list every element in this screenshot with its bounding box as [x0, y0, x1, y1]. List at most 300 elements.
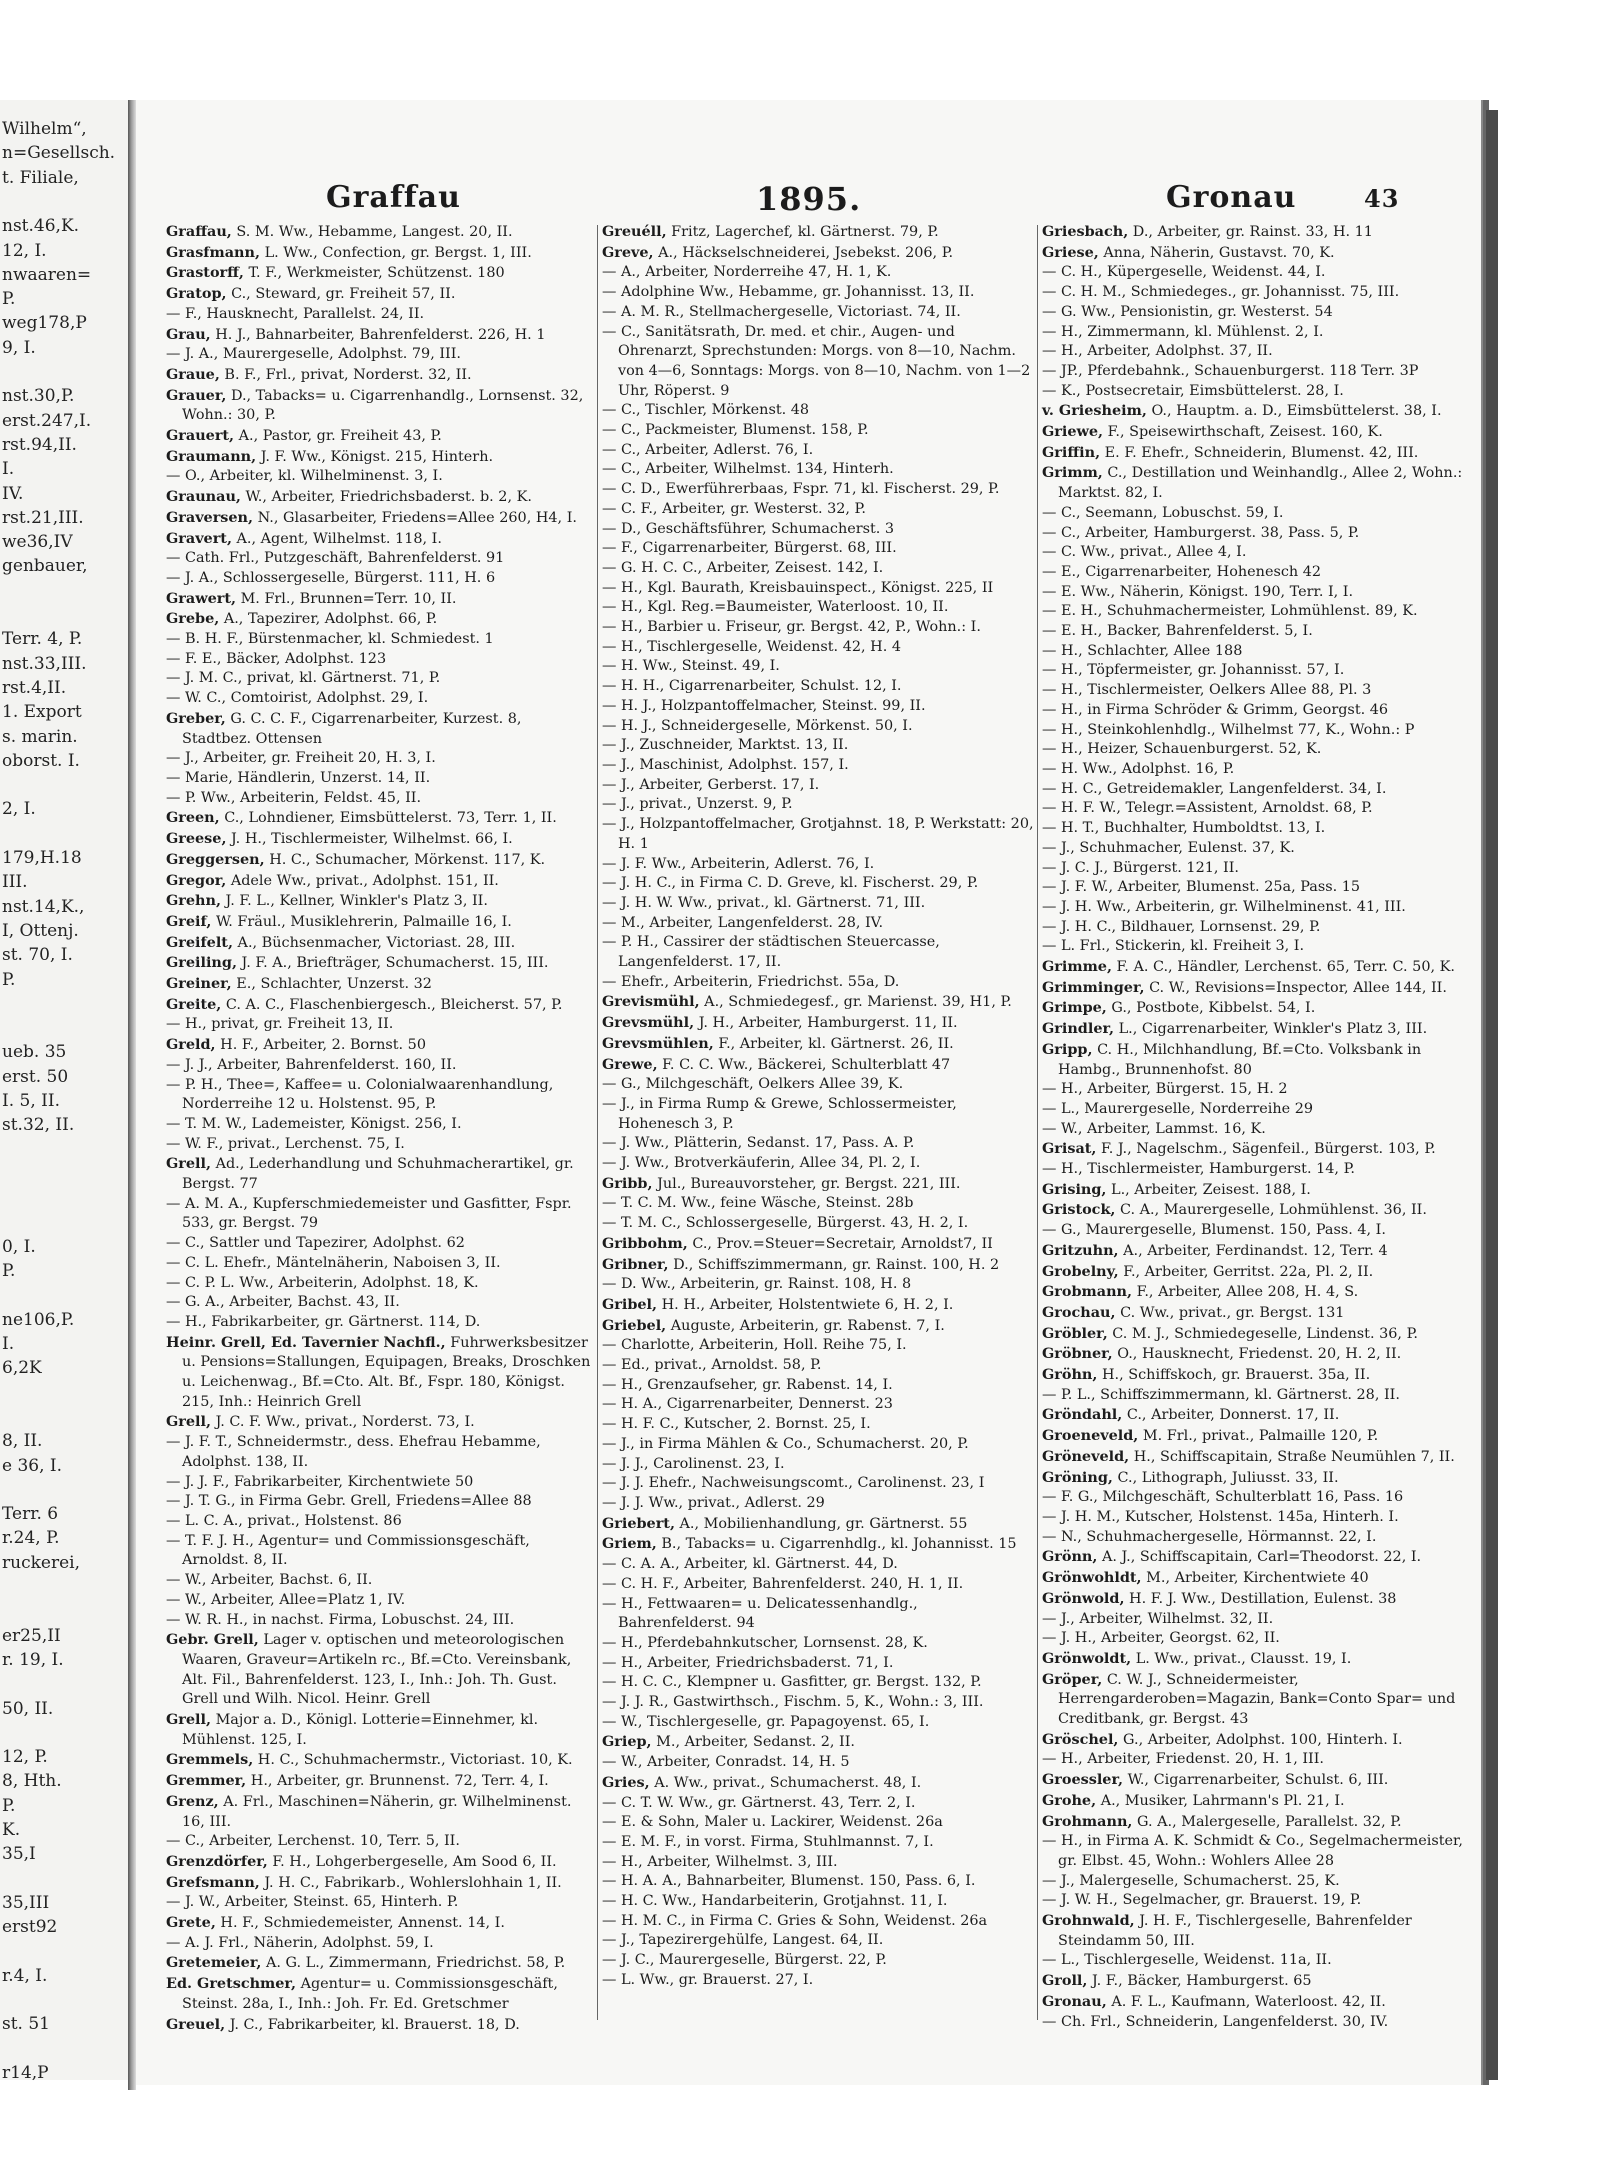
entry-surname: Griffin, — [1042, 443, 1101, 461]
entry-details: J. C. F. Ww., privat., Norderst. 73, I. — [215, 1414, 475, 1431]
entry-details: — J. J. R., Gastwirthsch., Fischm. 5, K., Wohn.: 3, III. — [602, 1694, 984, 1711]
entry-details: A., Agent, Wilhelmst. 118, I. — [236, 530, 442, 547]
directory-entry — [1042, 1589, 1478, 1610]
entry-details: — Marie, Händlerin, Unzerst. 14, II. — [166, 769, 431, 786]
entry-details: F., Arbeiter, kl. Gärtnerst. 26, II. — [718, 1035, 954, 1052]
entry-details: — J. Ww., Brotverkäuferin, Allee 34, Pl. 2, I. — [602, 1155, 921, 1172]
directory-entry — [1042, 263, 1478, 283]
entry-details: — P. Ww., Arbeiterin, Feldst. 45, II. — [166, 789, 422, 806]
entry-details: — J. W. H., Segelmacher, gr. Brauerst. 19, P. — [1042, 1892, 1362, 1909]
previous-page-line: nst.33,III. — [2, 653, 87, 674]
directory-entry — [166, 689, 594, 709]
previous-page-line: 6,2K — [2, 1358, 42, 1379]
directory-entry — [1042, 524, 1478, 544]
previous-page-line: r14,P — [2, 2063, 49, 2083]
entry-details: — W. C., Comtoirist, Adolphst. 29, I. — [166, 690, 429, 707]
directory-entry — [1042, 303, 1478, 323]
entry-details: J. H., Arbeiter, Hamburgerst. 11, II. — [698, 1015, 958, 1032]
entry-surname: Grauert, — [166, 427, 235, 445]
entry-details: — L. Frl., Stickerin, kl. Freiheit 3, I. — [1042, 938, 1305, 955]
entry-surname: Gröschel, — [1042, 1730, 1119, 1748]
entry-surname: Grohe, — [1042, 1791, 1097, 1809]
previous-page-line: I. 5, II. — [2, 1091, 60, 1111]
directory-entry — [602, 598, 1034, 618]
entry-details: — J. C., Maurergeselle, Bürgerst. 22, P. — [602, 1952, 887, 1969]
previous-page-line: t. Filiale, — [2, 167, 79, 188]
directory-entry — [602, 1234, 1034, 1255]
entry-details: — C., Sattler und Tapezirer, Adolphst. 62 — [166, 1235, 465, 1252]
directory-entry — [602, 1951, 1034, 1971]
directory-entry — [602, 638, 1034, 658]
directory-entry — [1042, 721, 1478, 741]
entry-details: — F., Cigarrenarbeiter, Bürgerst. 68, III. — [602, 540, 897, 557]
entry-surname: Grastorff, — [166, 264, 244, 282]
entry-surname: Graunau, — [166, 488, 241, 506]
directory-entry — [1042, 1019, 1478, 1040]
directory-entry — [602, 1395, 1034, 1415]
entry-details: — C. T. W. Ww., gr. Gärtnerst. 43, Terr. 2, I. — [602, 1794, 916, 1811]
entry-surname: Gebr. Grell, — [166, 1631, 259, 1649]
header-year: 1895. — [756, 180, 862, 218]
entry-surname: Greifelt, — [166, 933, 233, 951]
entry-details: — J., in Firma Rump & Grewe, Schlossermeister, Hohenesch 3, P. — [602, 1095, 957, 1132]
directory-entry — [602, 480, 1034, 500]
directory-entry — [166, 995, 594, 1016]
entry-details: — JP., Pferdebahnk., Schauenburgerst. 118 Terr. 3P — [1042, 362, 1419, 379]
directory-entry — [166, 1056, 594, 1076]
directory-entry — [1042, 701, 1478, 721]
entry-details: — Adolphine Ww., Hebamme, gr. Johannisst. 13, II. — [602, 284, 975, 301]
entry-details: — H., Grenzaufseher, gr. Rabenst. 14, I. — [602, 1376, 893, 1393]
entry-details: — J. J., Carolinenst. 23, I. — [602, 1455, 785, 1472]
entry-details: — E. H., Schuhmachermeister, Lohmühlenst. 89, K. — [1042, 603, 1418, 620]
directory-entry — [1042, 1120, 1478, 1140]
entry-details: A. Frl., Maschinen=Näherin, gr. Wilhelminenst. 16, III. — [182, 1793, 572, 1830]
entry-details: B., Tabacks= u. Cigarrenhdlg., kl. Johannisst. 15 — [661, 1536, 1017, 1553]
directory-entry — [602, 1853, 1034, 1873]
entry-details: Adele Ww., privat., Adolphst. 151, II. — [230, 872, 499, 889]
entry-details: A., Häckselschneiderei, Jsebekst. 206, P. — [658, 244, 954, 261]
entry-surname: Grimpe, — [1042, 999, 1107, 1017]
entries-column-3 — [1042, 222, 1478, 2030]
directory-entry — [1042, 1080, 1478, 1100]
previous-page-line: IV. — [2, 483, 24, 504]
directory-entry — [602, 421, 1034, 441]
previous-page-line: 12, P. — [2, 1747, 48, 1768]
entry-details: H., Arbeiter, gr. Brunnenst. 72, Terr. 4, I. — [250, 1773, 549, 1790]
entry-details: T. F., Werkmeister, Schützenst. 180 — [248, 265, 505, 282]
directory-entry — [1042, 1040, 1478, 1080]
directory-entry — [166, 974, 594, 995]
directory-entry — [1042, 443, 1478, 464]
previous-page-edge — [0, 100, 128, 2083]
entry-surname: Grevsmühlen, — [602, 1034, 714, 1052]
entry-details: F., Speisewirthschaft, Zeisest. 160, K. — [1107, 424, 1383, 441]
previous-page-line: r.4, I. — [2, 1965, 48, 1986]
entry-surname: Grindler, — [1042, 1020, 1115, 1038]
entry-details: — J. F. Ww., Arbeiterin, Adlerst. 76, I. — [602, 855, 875, 872]
directory-entry — [166, 1015, 594, 1035]
directory-entry — [166, 1532, 594, 1571]
directory-entry — [1042, 1324, 1478, 1345]
directory-entry — [602, 1713, 1034, 1733]
entry-surname: Gratop, — [166, 285, 227, 303]
entry-details: — H. A. A., Bahnarbeiter, Blumenst. 150, Pass. 6, I. — [602, 1873, 976, 1890]
entry-details: — J., Maschinist, Adolphst. 157, I. — [602, 756, 849, 773]
header-left-keyword: Graffau — [326, 180, 461, 215]
directory-entry — [166, 1630, 594, 1710]
directory-entry — [166, 871, 594, 892]
directory-entry — [602, 1575, 1034, 1595]
directory-entry — [1042, 1508, 1478, 1528]
directory-entry — [1042, 1262, 1478, 1283]
directory-entry — [166, 1412, 594, 1433]
directory-entry — [602, 973, 1034, 993]
directory-entry — [166, 1873, 594, 1894]
entry-details: L. Ww., Confection, gr. Bergst. 1, III. — [264, 244, 532, 261]
directory-entry — [1042, 1365, 1478, 1386]
entry-details: F. C. C. Ww., Bäckerei, Schulterblatt 47 — [662, 1056, 951, 1073]
entry-surname: Graumann, — [166, 447, 257, 465]
entry-details: — Ed., privat., Arnoldst. 58, P. — [602, 1357, 822, 1374]
directory-entry — [602, 914, 1034, 934]
directory-entry — [602, 1134, 1034, 1154]
directory-entry — [602, 756, 1034, 776]
entry-details: — H. C. C., Klempner u. Gasfitter, gr. Bergst. 132, P. — [602, 1674, 982, 1691]
entry-details: J. H. F., Tischlergeselle, Bahrenfelder Steindamm 50, III. — [1058, 1913, 1412, 1949]
entry-details: — H., Zimmermann, kl. Mühlenst. 2, I. — [1042, 323, 1324, 340]
entry-details: — H., privat, gr. Freiheit 13, II. — [166, 1016, 394, 1033]
directory-entry — [166, 426, 594, 447]
entry-surname: Grimme, — [1042, 958, 1112, 976]
directory-entry — [166, 709, 594, 749]
entry-details: — H., Töpfermeister, gr. Johannisst. 57, I. — [1042, 662, 1345, 679]
directory-entry — [166, 1154, 594, 1194]
previous-page-line: K. — [2, 1820, 21, 1840]
entry-details: — H., Heizer, Schauenburgerst. 52, K. — [1042, 741, 1322, 758]
entry-details: — T. F. J. H., Agentur= und Commissionsgeschäft, Arnoldst. 8, II. — [166, 1532, 530, 1569]
previous-page-line: 0, I. — [2, 1236, 36, 1257]
directory-entry — [1042, 1872, 1478, 1892]
previous-page-line: 8, II. — [2, 1431, 43, 1452]
previous-page-line: st. 70, I. — [2, 945, 73, 966]
previous-page-line: rst.21,III. — [2, 507, 84, 528]
entry-details: O., Hausknecht, Friedenst. 20, H. 2, II. — [1117, 1346, 1402, 1363]
page-number: 43 — [1364, 184, 1400, 213]
entry-details: — H. H., Cigarrenarbeiter, Schulst. 12, I. — [602, 678, 902, 695]
entry-details: — H. Ww., Steinst. 49, I. — [602, 658, 780, 675]
entry-details: H. H., Arbeiter, Holstentwiete 6, H. 2, I. — [661, 1296, 954, 1313]
entry-surname: Groeneveld, — [1042, 1427, 1139, 1445]
entry-details: H. F., Arbeiter, 2. Bornst. 50 — [220, 1037, 426, 1054]
entry-details: G. A., Malergeselle, Parallelst. 32, P. — [1137, 1813, 1402, 1830]
directory-entry — [166, 1974, 594, 2014]
directory-entry — [602, 1813, 1034, 1833]
entry-surname: Grebe, — [166, 610, 220, 628]
directory-entry — [1042, 2013, 1478, 2033]
entry-details: — W. R. H., in nachst. Firma, Lobuschst. 24, III. — [166, 1611, 515, 1628]
entry-surname: Gröneveld, — [1042, 1447, 1130, 1465]
entry-details: F. H., Lohgerbergeselle, Am Sood 6, II. — [272, 1853, 557, 1870]
entry-surname: Gröbler, — [1042, 1324, 1108, 1342]
entry-details: H. C., Schumacher, Mörkenst. 117, K. — [269, 851, 546, 868]
directory-entry — [1042, 382, 1478, 402]
directory-entry — [1042, 1568, 1478, 1589]
entry-details: H., Schiffscapitain, Straße Neumühlen 7, II. — [1133, 1448, 1455, 1465]
entry-surname: Grevismühl, — [602, 993, 700, 1011]
entry-surname: Grell, — [166, 1155, 211, 1173]
previous-page-line: nst.30,P. — [2, 386, 75, 407]
entry-details: — J. H. C., Bildhauer, Lornsenst. 29, P. — [1042, 918, 1321, 935]
entry-details: — H., Tischlergeselle, Weidenst. 42, H. 4 — [602, 638, 902, 655]
directory-entry — [602, 1794, 1034, 1814]
entry-details: — Cath. Frl., Putzgeschäft, Bahrenfelderst. 91 — [166, 550, 505, 567]
previous-page-line: e 36, I. — [2, 1455, 63, 1476]
previous-page-line: genbauer, — [2, 556, 88, 577]
directory-entry — [1042, 1405, 1478, 1426]
entry-surname: Grefsmann, — [166, 1873, 260, 1891]
entry-details: — H., Tischlermeister, Oelkers Allee 88, Pl. 3 — [1042, 682, 1372, 699]
previous-page-line: r. 19, I. — [2, 1649, 64, 1670]
directory-entry — [602, 1275, 1034, 1295]
directory-entry — [602, 1055, 1034, 1076]
directory-entry — [166, 808, 594, 829]
entry-details: — C., Packmeister, Blumenst. 158, P. — [602, 422, 869, 439]
previous-page-line: st.32, II. — [2, 1115, 75, 1136]
entry-details: A. G. L., Zimmermann, Friedrichst. 58, P. — [265, 1955, 566, 1972]
entry-surname: Greiling, — [166, 954, 237, 972]
entry-surname: Gregor, — [166, 871, 227, 889]
directory-entry — [1042, 1241, 1478, 1262]
directory-entry — [602, 1595, 1034, 1634]
directory-entry — [166, 1934, 594, 1954]
entry-details: — J., Arbeiter, gr. Freiheit 20, H. 3, I. — [166, 750, 436, 767]
directory-entry — [602, 815, 1034, 854]
entry-details: H. F. J. Ww., Destillation, Eulenst. 38 — [1129, 1590, 1397, 1607]
entry-surname: Gribbohm, — [602, 1234, 688, 1252]
entry-details: — Ehefr., Arbeiterin, Friedrichst. 55a, D. — [602, 973, 900, 990]
directory-entry — [1042, 1303, 1478, 1324]
entry-details: — J., privat., Unzerst. 9, P. — [602, 796, 793, 813]
previous-page-line: er25,II — [2, 1625, 61, 1646]
entry-surname: Gries, — [602, 1773, 650, 1791]
entry-details: — W., Arbeiter, Allee=Platz 1, IV. — [166, 1591, 406, 1608]
directory-entry — [166, 467, 594, 487]
directory-entry — [166, 1076, 594, 1115]
entry-details: C. W., Revisions=Inspector, Allee 144, II. — [1149, 979, 1447, 996]
directory-entry — [1042, 1160, 1478, 1180]
entry-details: — J. W., Arbeiter, Steinst. 65, Hinterh. P. — [166, 1894, 459, 1911]
entry-details: — H., Arbeiter, Friedrichsbaderst. 71, I. — [602, 1654, 894, 1671]
entry-surname: Gribel, — [602, 1295, 658, 1313]
entry-surname: Griebel, — [602, 1316, 667, 1334]
entry-details: — F., Hausknecht, Parallelst. 24, II. — [166, 305, 425, 322]
directory-entry — [602, 736, 1034, 756]
entry-details: H., Schiffskoch, gr. Brauerst. 35a, II. — [1101, 1367, 1371, 1384]
entry-surname: Grisat, — [1042, 1140, 1097, 1158]
entry-surname: Grönwold, — [1042, 1589, 1125, 1607]
directory-entry — [602, 441, 1034, 461]
page-header — [166, 180, 1466, 220]
previous-page-line: Terr. 4, P. — [2, 629, 83, 650]
directory-entry — [602, 1356, 1034, 1376]
entry-details: Auguste, Arbeiterin, gr. Rabenst. 7, I. — [670, 1317, 945, 1334]
directory-entry — [1042, 1891, 1478, 1911]
directory-entry — [1042, 1670, 1478, 1730]
directory-entry — [602, 1833, 1034, 1853]
entry-details: J. F. L., Kellner, Winkler's Platz 3, II. — [225, 893, 488, 910]
entry-details: D., Arbeiter, gr. Rainst. 33, H. 11 — [1132, 224, 1373, 240]
entry-details: — K., Postsecretair, Eimsbüttelerst. 28, I. — [1042, 382, 1344, 399]
directory-entry — [602, 323, 1034, 402]
entry-details: — W., Arbeiter, Conradst. 14, H. 5 — [602, 1754, 850, 1771]
directory-entry — [166, 549, 594, 569]
entry-details: S. M. Ww., Hebamme, Langest. 20, II. — [236, 224, 513, 240]
entry-details: — W., Arbeiter, Lammst. 16, K. — [1042, 1120, 1266, 1137]
directory-entry — [166, 1710, 594, 1750]
entry-details: J. H. C., Fabrikarb., Wohlerslohhain 1, II. — [264, 1874, 562, 1891]
entry-details: — G. A., Arbeiter, Bachst. 43, II. — [166, 1294, 400, 1311]
directory-entry — [1042, 1426, 1478, 1447]
directory-entry — [1042, 1610, 1478, 1630]
entry-details: G., Postbote, Kibbelst. 54, I. — [1111, 1000, 1316, 1017]
directory-entry — [602, 1295, 1034, 1316]
entry-details: — J. H. W. Ww., privat., kl. Gärtnerst. 71, III. — [602, 894, 926, 911]
entry-surname: Grasfmann, — [166, 243, 260, 261]
entry-details: — T. C. M. Ww., feine Wäsche, Steinst. 28b — [602, 1195, 914, 1212]
directory-entry — [166, 529, 594, 550]
directory-entry — [602, 1971, 1034, 1991]
header-right-keyword: Gronau — [1166, 180, 1297, 215]
entry-details: — C. H. F., Arbeiter, Bahrenfelderst. 240, H. 1, II. — [602, 1575, 964, 1592]
directory-entry — [1042, 978, 1478, 999]
directory-entry — [602, 559, 1034, 579]
entry-details: A., Tapezirer, Adolphst. 66, P. — [223, 611, 438, 628]
directory-entry — [166, 933, 594, 954]
directory-entry — [166, 263, 594, 284]
entry-surname: Graversen, — [166, 508, 254, 526]
entry-surname: Gronau, — [1042, 1992, 1107, 2010]
directory-entry — [1042, 937, 1478, 957]
entry-details: L., Arbeiter, Zeisest. 188, I. — [1111, 1181, 1311, 1198]
entry-surname: Gribb, — [602, 1174, 653, 1192]
entry-details: — L., Maurergeselle, Norderreihe 29 — [1042, 1100, 1314, 1117]
entry-details: A., Büchsenmacher, Victoriast. 28, III. — [237, 934, 516, 951]
directory-entry — [1042, 1468, 1478, 1489]
entry-details: C. A., Maurergeselle, Lohmühlenst. 36, II. — [1120, 1202, 1427, 1219]
directory-entry — [166, 589, 594, 610]
entry-surname: Greve, — [602, 243, 654, 261]
directory-entry — [1042, 957, 1478, 978]
directory-entry — [602, 874, 1034, 894]
entry-details: — H., Arbeiter, Wilhelmst. 3, III. — [602, 1853, 838, 1870]
entry-details: C. W. J., Schneidermeister, Herrengarderoben=Magazin, Bank=Conto Spar= und Creditbank, gr. Bergst. 43 — [1058, 1671, 1456, 1728]
entry-surname: Griep, — [602, 1733, 652, 1751]
entry-surname: Gravert, — [166, 529, 232, 547]
directory-entry — [166, 487, 594, 508]
entry-details: G., Arbeiter, Adolphst. 100, Hinterh. I. — [1123, 1731, 1403, 1748]
entry-surname: Gritzuhn, — [1042, 1241, 1119, 1259]
directory-entry — [602, 263, 1034, 283]
directory-entry — [602, 894, 1034, 914]
entry-details: — H. M. C., in Firma C. Gries & Sohn, Weidenst. 26a — [602, 1912, 988, 1929]
directory-entry — [1042, 1992, 1478, 2013]
entry-details: A., Pastor, gr. Freiheit 43, P. — [238, 428, 442, 445]
entry-details: — H., Arbeiter, Bürgerst. 15, H. 2 — [1042, 1081, 1288, 1098]
previous-page-line: nst.14,K., — [2, 896, 85, 917]
directory-entry — [602, 1634, 1034, 1654]
directory-entry — [602, 1095, 1034, 1134]
directory-entry — [602, 520, 1034, 540]
entry-details: — G., Maurergeselle, Blumenst. 150, Pass. 4, I. — [1042, 1222, 1386, 1239]
directory-entry — [1042, 1750, 1478, 1770]
directory-entry — [1042, 661, 1478, 681]
directory-entry — [166, 1512, 594, 1532]
directory-entry — [602, 1494, 1034, 1514]
previous-page-line: erst.247,I. — [2, 410, 92, 431]
directory-entry — [602, 460, 1034, 480]
directory-entry — [1042, 1951, 1478, 1971]
directory-entry — [166, 1115, 594, 1135]
directory-entry — [602, 992, 1034, 1013]
entry-details: — C., Arbeiter, Lerchenst. 10, Terr. 5, II. — [166, 1833, 460, 1850]
directory-page — [136, 100, 1483, 2085]
directory-entry — [1042, 1911, 1478, 1951]
directory-entry — [1042, 760, 1478, 780]
entry-details: — C. H., Küpergeselle, Weidenst. 44, I. — [1042, 264, 1326, 281]
previous-page-line: n=Gesellsch. — [2, 143, 116, 164]
entry-surname: Greld, — [166, 1036, 216, 1054]
directory-entry — [602, 1555, 1034, 1575]
entry-details: — H., Fettwaaren= u. Delicatessenhandlg., Bahrenfelderst. 94 — [602, 1595, 918, 1632]
directory-entry — [1042, 1730, 1478, 1751]
entry-details: M. Frl., privat., Palmaille 120, P. — [1142, 1428, 1379, 1445]
entry-surname: Gribner, — [602, 1255, 669, 1273]
entry-surname: Graffau, — [166, 223, 232, 240]
entry-details: J. C., Fabrikarbeiter, kl. Brauerst. 18, D. — [229, 2016, 520, 2033]
directory-entry — [602, 1435, 1034, 1455]
entry-surname: Groessler, — [1042, 1771, 1123, 1789]
entry-surname: Grönwohldt, — [1042, 1569, 1142, 1587]
entry-details: — G. H. C. C., Arbeiter, Zeisest. 142, I. — [602, 559, 884, 576]
directory-entry — [602, 1654, 1034, 1674]
directory-entry — [602, 1154, 1034, 1174]
entry-details: — J. A., Maurergeselle, Adolphst. 79, III. — [166, 346, 461, 363]
directory-entry — [1042, 1344, 1478, 1365]
entry-details: — H., Schlachter, Allee 188 — [1042, 642, 1243, 659]
entry-surname: Ed. Gretschmer, — [166, 1975, 296, 1993]
entry-details: C., Lohndiener, Eimsbüttelerst. 73, Terr. 1, II. — [224, 810, 557, 827]
entry-details: — A. M. R., Stellmachergeselle, Victoriast. 74, II. — [602, 303, 961, 320]
previous-page-line: P. — [2, 1261, 16, 1282]
entry-details: C. H., Milchhandlung, Bf.=Cto. Volksbank in Hambg., Brunnenhofst. 80 — [1058, 1041, 1422, 1078]
directory-entry — [602, 1336, 1034, 1356]
entry-details: — J. F. T., Schneidermstr., dess. Ehefrau Hebamme, Adolphst. 138, II. — [166, 1434, 541, 1470]
previous-page-line: 12, I. — [2, 240, 47, 261]
entry-details: — J. J. Ww., privat., Adlerst. 29 — [602, 1495, 825, 1511]
entry-details: — C. A. A., Arbeiter, kl. Gärtnerst. 44, D. — [602, 1556, 898, 1573]
previous-page-line: oborst. I. — [2, 750, 80, 771]
directory-entry — [166, 243, 594, 264]
entry-details: — G. Ww., Pensionistin, gr. Westerst. 54 — [1042, 303, 1333, 320]
directory-entry — [602, 1912, 1034, 1932]
directory-entry — [1042, 819, 1478, 839]
directory-entry — [1042, 1282, 1478, 1303]
entry-surname: Griewe, — [1042, 423, 1104, 441]
entry-surname: Greuéll, — [602, 223, 667, 240]
entry-surname: Gröndahl, — [1042, 1406, 1123, 1424]
entry-details: — H. C. Ww., Handarbeiterin, Grotjahnst. 11, I. — [602, 1893, 948, 1910]
